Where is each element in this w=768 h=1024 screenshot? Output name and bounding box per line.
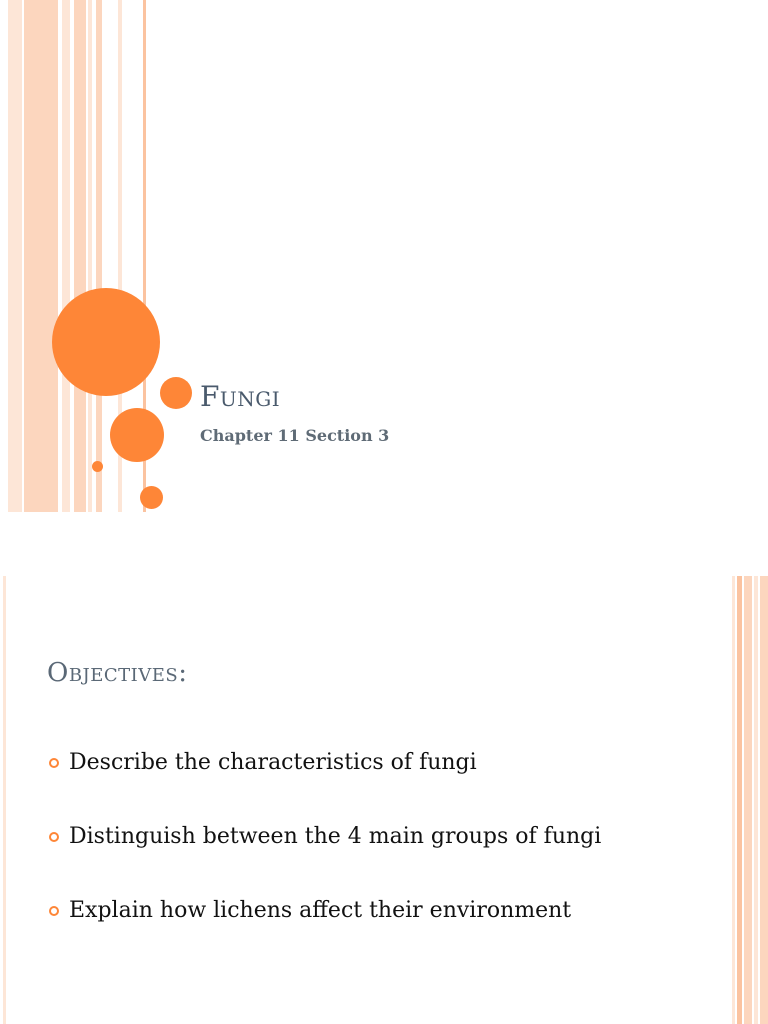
stripe xyxy=(74,0,86,512)
list-item xyxy=(47,898,601,972)
stripe xyxy=(62,0,70,512)
objectives-slide xyxy=(0,576,768,1024)
stripe xyxy=(754,576,758,1024)
stripe xyxy=(737,576,742,1024)
decorative-circle xyxy=(110,408,164,462)
circle-bullet-icon xyxy=(49,832,59,842)
list-item xyxy=(47,750,601,824)
slide-title: Objectives: xyxy=(47,658,188,688)
decorative-circle xyxy=(160,377,192,409)
stripe xyxy=(760,576,768,1024)
stripe xyxy=(732,576,735,1024)
stripe xyxy=(8,0,22,512)
slide-gap xyxy=(0,512,768,576)
slide-subtitle: Chapter 11 Section 3 xyxy=(200,426,390,445)
stripe xyxy=(3,576,6,1024)
decorative-circle xyxy=(52,288,160,396)
stripe xyxy=(96,0,102,512)
list-item xyxy=(47,824,601,898)
list-item-text: Describe the characteristics of fungi xyxy=(69,750,477,775)
stripe xyxy=(88,0,92,512)
list-item-text: Distinguish between the 4 main groups of fungi xyxy=(69,824,602,849)
decorative-circle xyxy=(92,461,103,472)
decorative-circle xyxy=(140,486,163,509)
slide-title: Fungi xyxy=(200,380,281,413)
list-item-text: Explain how lichens affect their environment xyxy=(69,898,572,923)
circle-bullet-icon xyxy=(49,758,59,768)
stripe xyxy=(744,576,752,1024)
circle-bullet-icon xyxy=(49,906,59,916)
stripe xyxy=(24,0,58,512)
objectives-list xyxy=(47,750,601,972)
